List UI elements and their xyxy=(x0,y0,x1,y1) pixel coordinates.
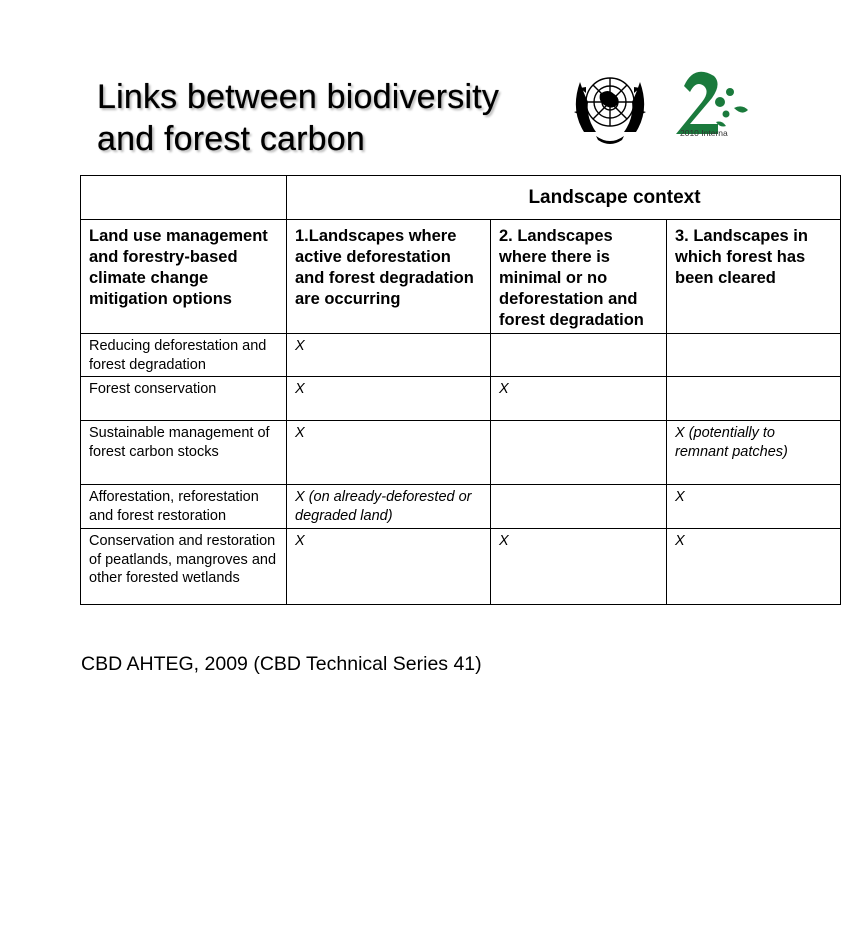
landscape-2-cell: X xyxy=(491,377,667,421)
landscape-2-cell xyxy=(491,421,667,485)
table-row xyxy=(81,334,841,377)
un-emblem-icon xyxy=(566,60,654,152)
landscape-3-cell: X (potentially to remnant patches) xyxy=(667,421,841,485)
landscape-1-cell: X xyxy=(287,334,491,377)
landscape-1-cell: X xyxy=(287,377,491,421)
title-line-1: Links between biodiversity xyxy=(97,78,500,116)
table-context-row xyxy=(81,176,841,220)
column-header-landscape-2: 2. Landscapes where there is minimal or no deforestation and forest degradation xyxy=(491,220,667,334)
landscape-1-cell: X (on already-deforested or degraded land) xyxy=(287,485,491,529)
option-cell: Forest conservation xyxy=(81,377,287,421)
landscape-context-table xyxy=(80,175,841,605)
empty-corner-cell xyxy=(81,176,287,220)
table-row xyxy=(81,421,841,485)
table-row xyxy=(81,485,841,529)
table-header-row xyxy=(81,220,841,334)
column-header-landscape-3: 3. Landscapes in which forest has been cleared xyxy=(667,220,841,334)
column-header-landscape-1: 1.Landscapes where active deforestation and forest degradation are occurring xyxy=(287,220,491,334)
landscape-3-cell xyxy=(667,334,841,377)
landscape-context-header: Landscape context xyxy=(287,176,841,220)
source-citation: CBD AHTEG, 2009 (CBD Technical Series 41) xyxy=(81,653,482,675)
column-header-options: Land use management and forestry-based climate change mitigation options xyxy=(81,220,287,334)
landscape-2-cell xyxy=(491,485,667,529)
landscape-3-cell: X xyxy=(667,529,841,605)
iyb-logo xyxy=(676,56,728,156)
option-cell: Conservation and restoration of peatlands, mangroves and other forested wetlands xyxy=(81,529,287,605)
option-cell: Afforestation, reforestation and forest restoration xyxy=(81,485,287,529)
title-line-2: and forest carbon xyxy=(97,120,366,158)
table-row xyxy=(81,377,841,421)
landscape-1-cell: X xyxy=(287,529,491,605)
option-cell: Reducing deforestation and forest degradation xyxy=(81,334,287,377)
landscape-table-container xyxy=(80,175,808,635)
landscape-2-cell xyxy=(491,334,667,377)
landscape-3-cell: X xyxy=(667,485,841,529)
table-row xyxy=(81,529,841,605)
slide-title xyxy=(97,76,499,160)
option-cell: Sustainable management of forest carbon stocks xyxy=(81,421,287,485)
iyb-logo-text: 2010 Interna xyxy=(680,128,728,138)
landscape-3-cell xyxy=(667,377,841,421)
landscape-1-cell: X xyxy=(287,421,491,485)
iyb-2010-logo-icon xyxy=(676,56,756,156)
landscape-2-cell: X xyxy=(491,529,667,605)
